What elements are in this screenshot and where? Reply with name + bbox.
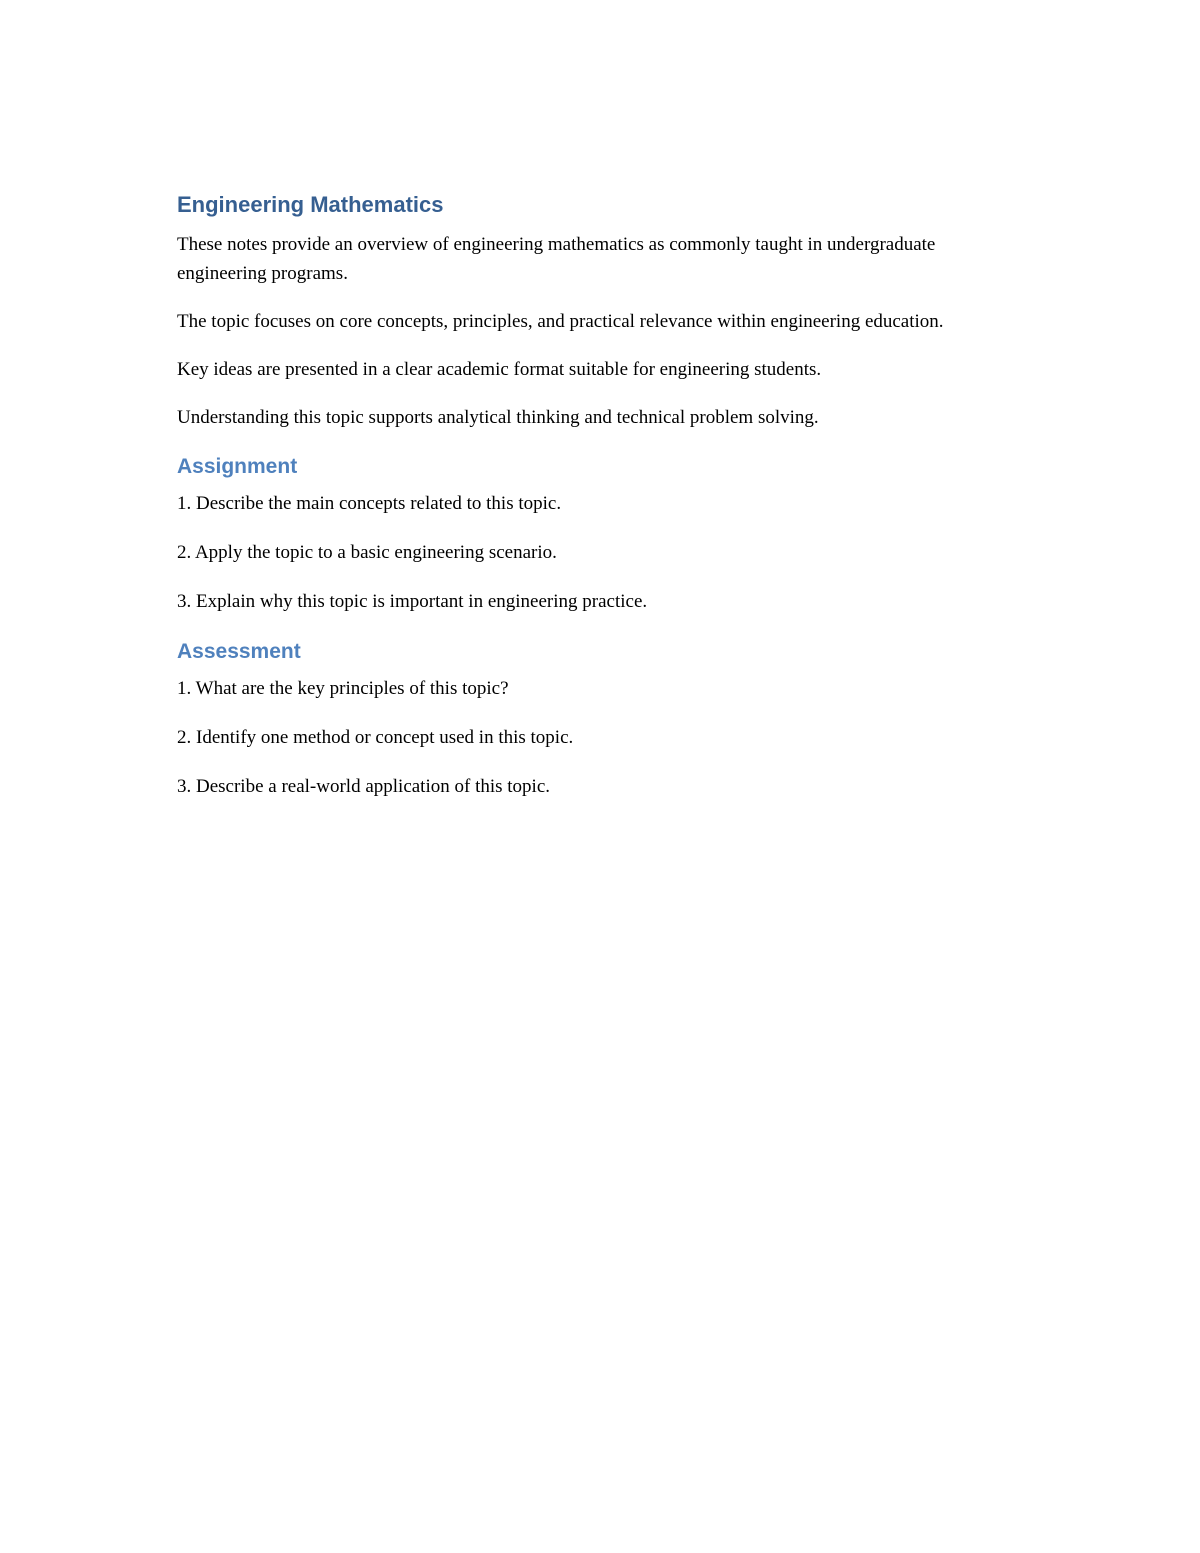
intro-paragraph: Understanding this topic supports analytical thinking and technical problem solving. — [177, 407, 819, 428]
assignment-heading: Assignment — [177, 455, 298, 478]
assignment-item: 3. Explain why this topic is important in engineering practice. — [177, 591, 648, 612]
intro-paragraph: The topic focuses on core concepts, principles, and practical relevance within engineering education. — [177, 311, 944, 332]
assignment-item: 2. Apply the topic to a basic engineering scenario. — [177, 542, 557, 563]
document-content — [177, 188, 1017, 821]
assessment-item: 1. What are the key principles of this topic? — [177, 678, 509, 699]
assignment-item: 1. Describe the main concepts related to this topic. — [177, 493, 562, 514]
assessment-heading: Assessment — [177, 640, 301, 663]
document-title: Engineering Mathematics — [177, 192, 444, 217]
intro-paragraph: These notes provide an overview of engineering mathematics as commonly taught in undergraduate engineering programs. — [177, 234, 936, 284]
assessment-item: 3. Describe a real-world application of this topic. — [177, 776, 551, 797]
intro-paragraph: Key ideas are presented in a clear academic format suitable for engineering students. — [177, 359, 822, 380]
assessment-item: 2. Identify one method or concept used in this topic. — [177, 727, 574, 748]
